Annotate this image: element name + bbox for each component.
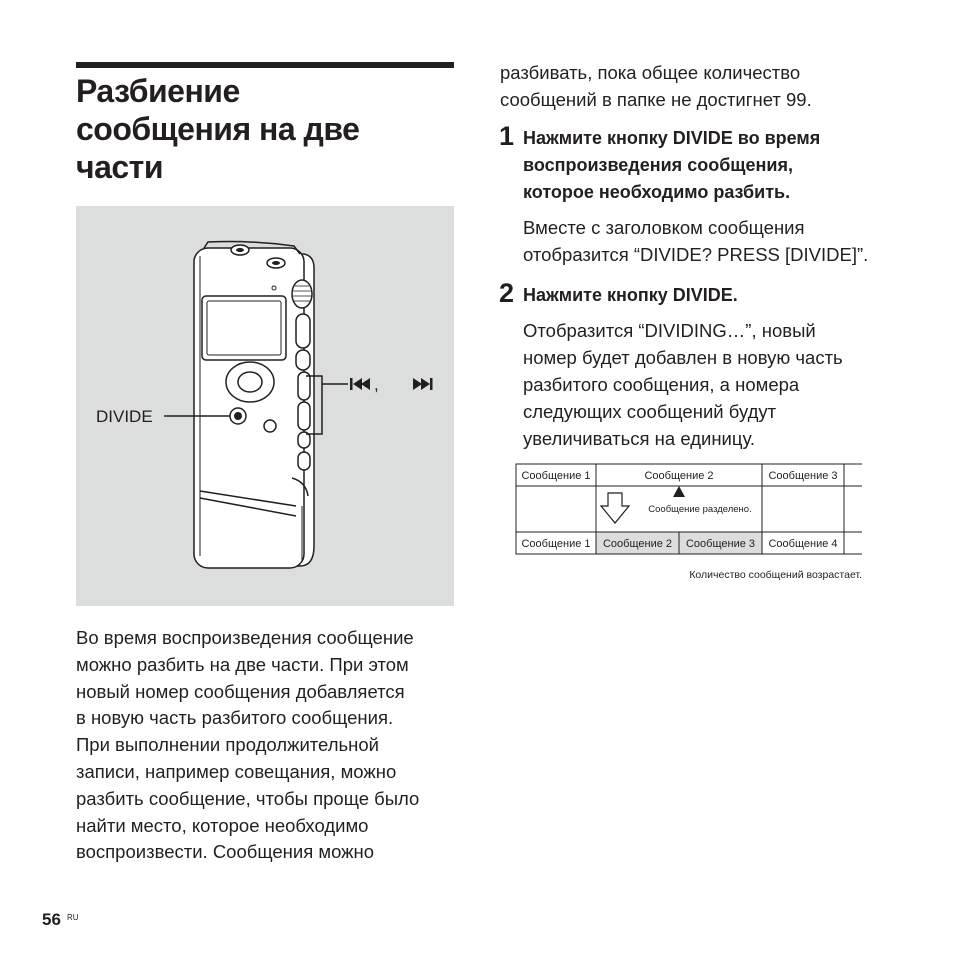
page-number: 56 (42, 910, 61, 929)
step-title-line: воспроизведения сообщения, (523, 155, 793, 175)
title-line-3: части (76, 149, 164, 185)
step-body-line: разбитого сообщения, а номера (523, 374, 800, 395)
bottom-cell-3: Сообщение 3 (685, 538, 756, 550)
top-cell-3: Сообщение 3 (768, 470, 838, 482)
step-1-number: 1 (499, 121, 515, 151)
division-point-marker (673, 486, 685, 497)
body-line: разбить сообщение, чтобы проще было (76, 787, 420, 809)
down-arrow-icon (601, 493, 629, 523)
display-window (202, 296, 286, 360)
body-line: записи, например совещания, можно (76, 760, 397, 782)
device-figure (76, 206, 454, 606)
voice-recorder-illustration (76, 206, 454, 606)
page-title (76, 72, 456, 186)
step-1-body (523, 214, 868, 268)
body-line: можно разбить на две части. При этом (76, 653, 409, 675)
top-cell-2: Сообщение 2 (644, 470, 714, 482)
body-line: новый номер сообщения добавляется (76, 680, 405, 702)
step-body-line: номер будет добавлен в новую часть (523, 347, 843, 368)
title-line-2: сообщения на две (76, 111, 360, 147)
bottom-cell-4: Сообщение 4 (768, 538, 838, 550)
title-rule (76, 62, 454, 68)
continuation-line: разбивать, пока общее количество (500, 62, 801, 83)
title-line-1: Разбиение (76, 73, 240, 109)
step-title-line: Нажмите кнопку DIVIDE во время (523, 128, 821, 148)
page-language: RU (67, 913, 79, 922)
step-title-line: Нажмите кнопку DIVIDE. (523, 285, 738, 305)
bottom-cell-1: Сообщение 1 (521, 538, 591, 550)
step-body-line: следующих сообщений будут (523, 401, 777, 422)
bottom-cell-2: Сообщение 2 (602, 538, 673, 550)
step-1-title (523, 125, 820, 206)
step-2-body (523, 317, 843, 452)
prev-track-icon (350, 378, 370, 390)
step-title-line: которое необходимо разбить. (523, 182, 791, 202)
step-body-line: Отобразится “DIVIDING…”, новый (523, 320, 816, 341)
message-division-diagram (512, 460, 868, 586)
divide-label: DIVIDE (96, 407, 153, 426)
body-line: найти место, которое необходимо (76, 814, 369, 836)
top-cell-1: Сообщение 1 (521, 470, 591, 482)
next-track-icon (413, 378, 433, 390)
diagram-caption: Количество сообщений возрастает. (689, 569, 862, 581)
microphone-icon (292, 280, 312, 308)
step-2-number: 2 (499, 278, 515, 308)
intro-paragraph (76, 625, 460, 866)
step-body-line: отобразится “DIVIDE? PRESS [DIVIDE]”. (523, 244, 869, 265)
continuation-line: сообщений в папке не достигнет 99. (500, 89, 812, 110)
buttons-separator: , (374, 375, 379, 394)
step-body-line: увеличиваться на единицу. (523, 428, 756, 449)
continuation-paragraph (500, 59, 812, 113)
divided-note: Сообщение разделено. (648, 504, 752, 515)
step-body-line: Вместе с заголовком сообщения (523, 217, 805, 238)
body-line: Во время воспроизведения сообщение (76, 627, 414, 648)
body-line: в новую часть разбитого сообщения. (76, 707, 394, 729)
step-2-title (523, 282, 738, 309)
body-line: При выполнении продолжительной (76, 734, 379, 756)
body-line: воспроизвести. Сообщения можно (76, 841, 375, 863)
